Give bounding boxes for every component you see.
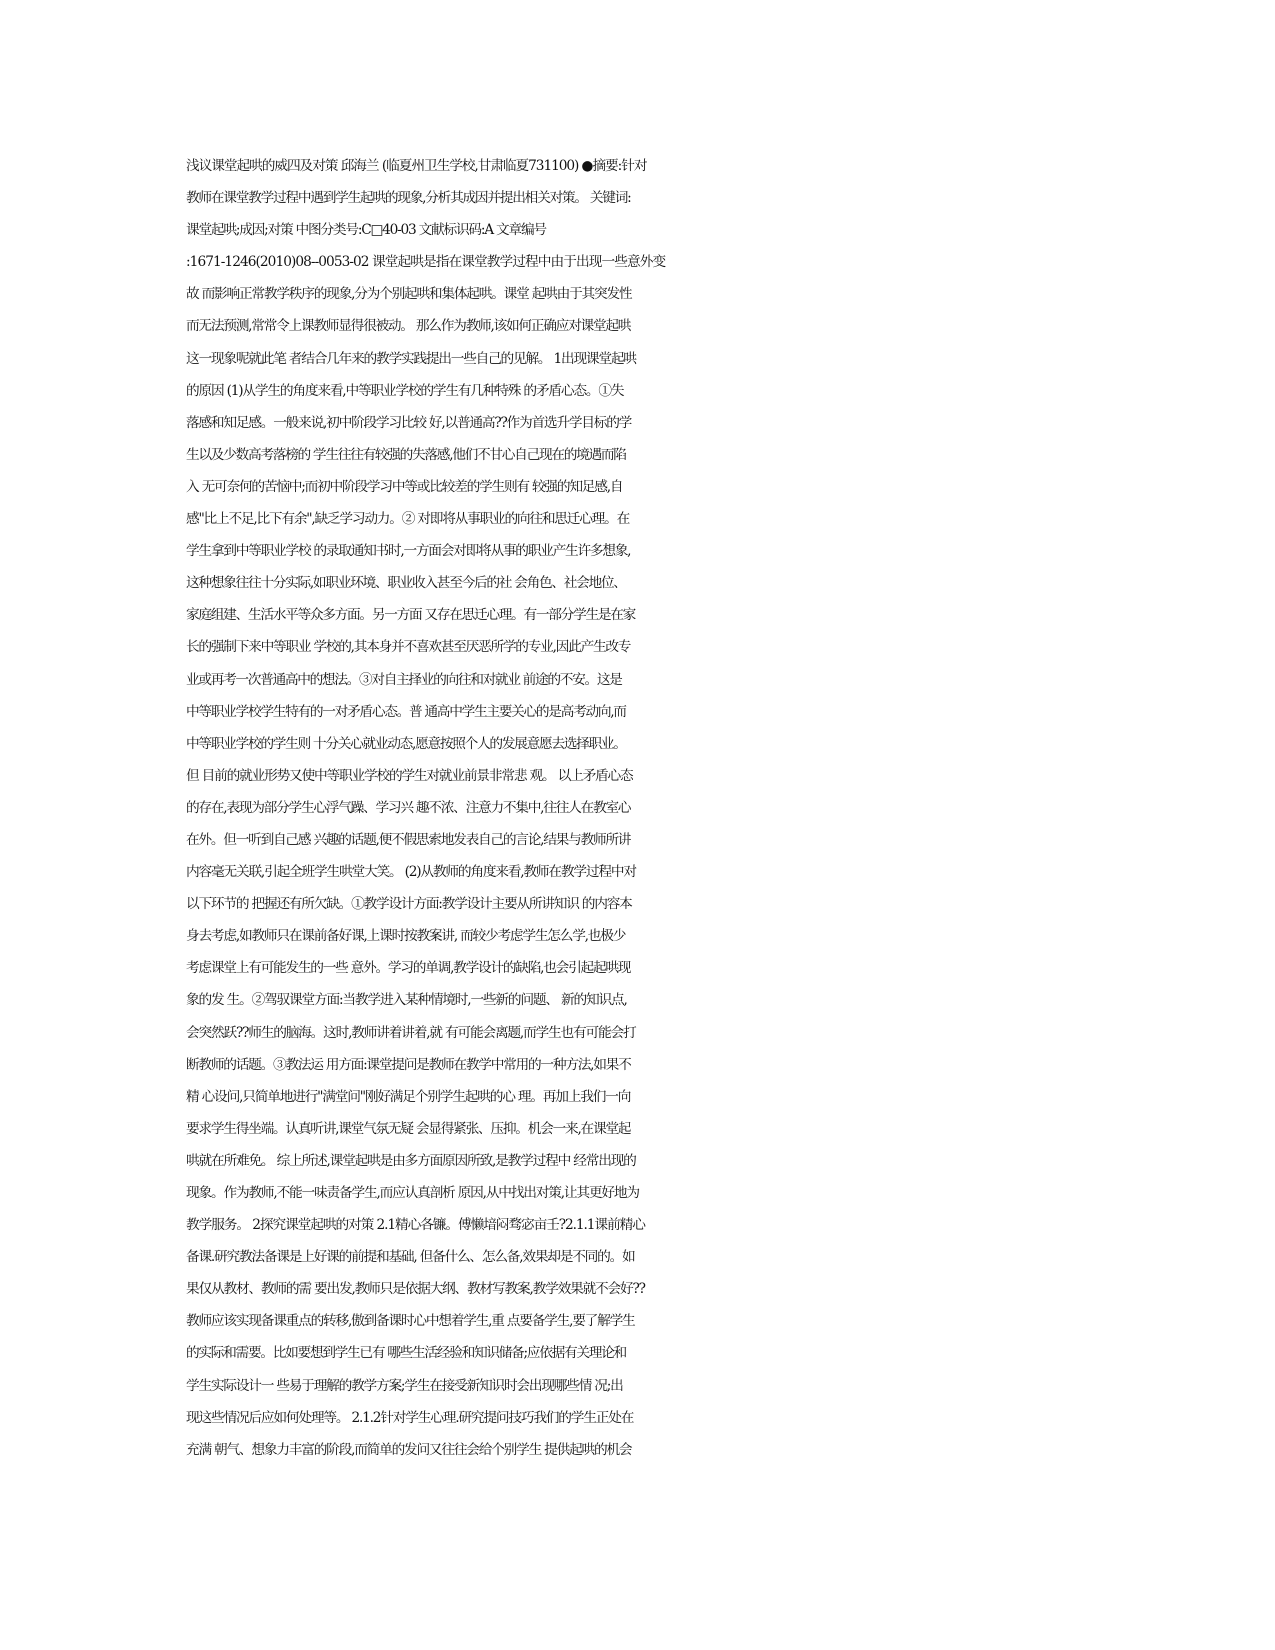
text-line: 考虑课堂上有可能发生的一些 意外。学习的单调,教学设计的缺陷,也会引起起哄现 — [186, 960, 631, 977]
text-line: 教师在课堂教学过程中遇到学生起哄的现象,分析其成因并提出相关对策。 关键词: — [186, 190, 631, 207]
text-line: 的原因 (1)从学生的角度来看,中等职业学校的学生有几种特殊 的矛盾心态。①失 — [186, 382, 624, 399]
text-line: 落感和知足感。一般来说,初中阶段学习比较 好,以普通高??作为首选升学目标的学 — [186, 414, 632, 431]
text-line: 现这些情况后应如何处理等。 2.1.2针对学生心理.研究提问技巧我们的学生正处在 — [186, 1409, 634, 1426]
text-line: 象的发 生。②驾驭课堂方面:当教学进入某种情境时,一些新的问题、 新的知识点, — [186, 992, 627, 1009]
text-line: 课堂起哄;成因;对策 中图分类号:C□40-03 文献标识码:A 文章编号 — [186, 222, 546, 239]
text-line: :1671-1246(2010)08--0053-02 课堂起哄是指在课堂教学过程中由于出现一些意外变 — [186, 254, 666, 271]
text-line: 精 心设问,只简单地进行"满堂问"刚好满足个别学生起哄的心 理。再加上我们一向 — [186, 1088, 631, 1105]
text-line: 入 无可奈何的苦恼中;而初中阶段学习中等或比较差的学生则有 较强的知足感,自 — [186, 478, 623, 495]
text-line: 断教师的话题。③教法运 用方面:课堂提问是教师在教学中常用的一种方法,如果不 — [186, 1056, 631, 1073]
text-line: 果仅从教材、教师的需 要出发,教师只是依据大纲、教材写教案,教学效果就不会好?? — [186, 1281, 645, 1298]
text-line: 哄就在所难免。 综上所述,课堂起哄是由多方面原因所致,是教学过程中 经常出现的 — [186, 1152, 636, 1169]
text-line: 教师应该实现备课重点的转移,傲到备课时心中想着学生,重 点要备学生,要了解学生 — [186, 1313, 635, 1330]
article-body — [186, 150, 1086, 1466]
text-line: 内容毫无关联,引起全班学生哄堂大笑。 (2)从教师的角度来看,教师在教学过程中对 — [186, 864, 636, 881]
text-line: 的实际和需要。比如要想到学生已有 哪些生活经验和知识储备;应依据有关理论和 — [186, 1345, 626, 1362]
text-line: 的存在,表现为部分学生心浮气躁、学习兴 趣不浓、注意力不集中,往往人在教室心 — [186, 799, 631, 816]
text-line: 教学服务。 2探究课堂起哄的对策 2.1精心各镰。傅懒堷闷骛宓亩壬?2.1.1课前精心 — [186, 1217, 645, 1234]
text-line: 身去考虑,如教师只在课前备好课,上课时按教案讲, 而较少考虑学生怎么学,也极少 — [186, 928, 626, 945]
text-line: 故 而影响正常教学秩序的现象,分为个别起哄和集体起哄。课堂 起哄由于其突发性 — [186, 286, 632, 303]
text-line: 长的强制下来中等职业 学校的,其本身并不喜欢甚至厌恶所学的专业,因此产生改专 — [186, 639, 631, 656]
text-line: 生以及少数高考落榜的 学生往往有较强的失落感,他们不甘心自己现在的境遇而陷 — [186, 446, 626, 463]
text-line: 中等职业学校的学生则 十分关心就业动态,愿意按照个人的发展意愿去选择职业。 — [186, 735, 626, 752]
text-line: 会突然跃??师生的脑海。这时,教师讲着讲着,就 有可能会离题,而学生也有可能会打 — [186, 1024, 636, 1041]
text-line: 学生拿到中等职业学校 的录取通知书时,一方面会对即将从事的职业产生许多想象, — [186, 543, 631, 560]
text-line: 家庭组建、生活水平等众多方面。另一方面 又存在思迁心理。有一部分学生是在家 — [186, 607, 636, 624]
text-line: 中等职业学校学生特有的一对矛盾心态。普 通高中学生主要关心的是高考动向,而 — [186, 703, 626, 720]
text-line: 但 目前的就业形势又使中等职业学校的学生对就业前景非常悲 观。 以上矛盾心态 — [186, 767, 633, 784]
text-line: 以下环节的 把握还有所欠缺。①教学设计方面:教学设计主要从所讲知识 的内容本 — [186, 896, 632, 913]
text-line: 这种想象往往十分实际,如职业环境、职业收入甚至今后的社 会角色、社会地位、 — [186, 575, 626, 592]
text-line: 业或再考一次普通高中的想法。③对自主择业的向往和对就业 前途的不安。这是 — [186, 671, 622, 688]
text-line: 浅议课堂起哄的威四及对策 邱海兰 (临夏州卫生学校,甘肃临夏731100) ●摘要:针对 — [186, 158, 647, 174]
text-line: 充满 朝气、想象力丰富的阶段,而简单的发问又往往会给个别学生 提供起哄的机会 — [186, 1441, 632, 1458]
text-line: 而无法预测,常常令上课教师显得很被动。 那么作为教师,该如何正确应对课堂起哄 — [186, 318, 631, 335]
text-line: 要求学生得坐端。认真听讲,课堂气氛无疑 会显得紧张、压抑。机会一来,在课堂起 — [186, 1120, 631, 1137]
text-line: 学生实际设计一 些易于理解的教学方案;学生在接受新知识时会出现哪些情 况;出 — [186, 1377, 623, 1394]
text-line: 在外。但一听到自己感 兴趣的话题,便不假思索地发表自己的言论,结果与教师所讲 — [186, 831, 631, 848]
text-line: 这一现象呢就此笔 者结合几年来的教学实践提出一些自己的见解。 1出现课堂起哄 — [186, 350, 636, 367]
text-line: 备课.研究教法备课是上好课的前提和基础, 但备什么、怎么备,效果却是不同的。如 — [186, 1249, 635, 1266]
text-line: 感"比上不足,比下有余",缺乏学习动力。② 对即将从事职业的向往和思迁心理。在 — [186, 511, 630, 528]
text-line: 现象。作为教师,不能一味责备学生,而应认真剖析 原因,从中找出对策,让其更好地为 — [186, 1185, 639, 1201]
